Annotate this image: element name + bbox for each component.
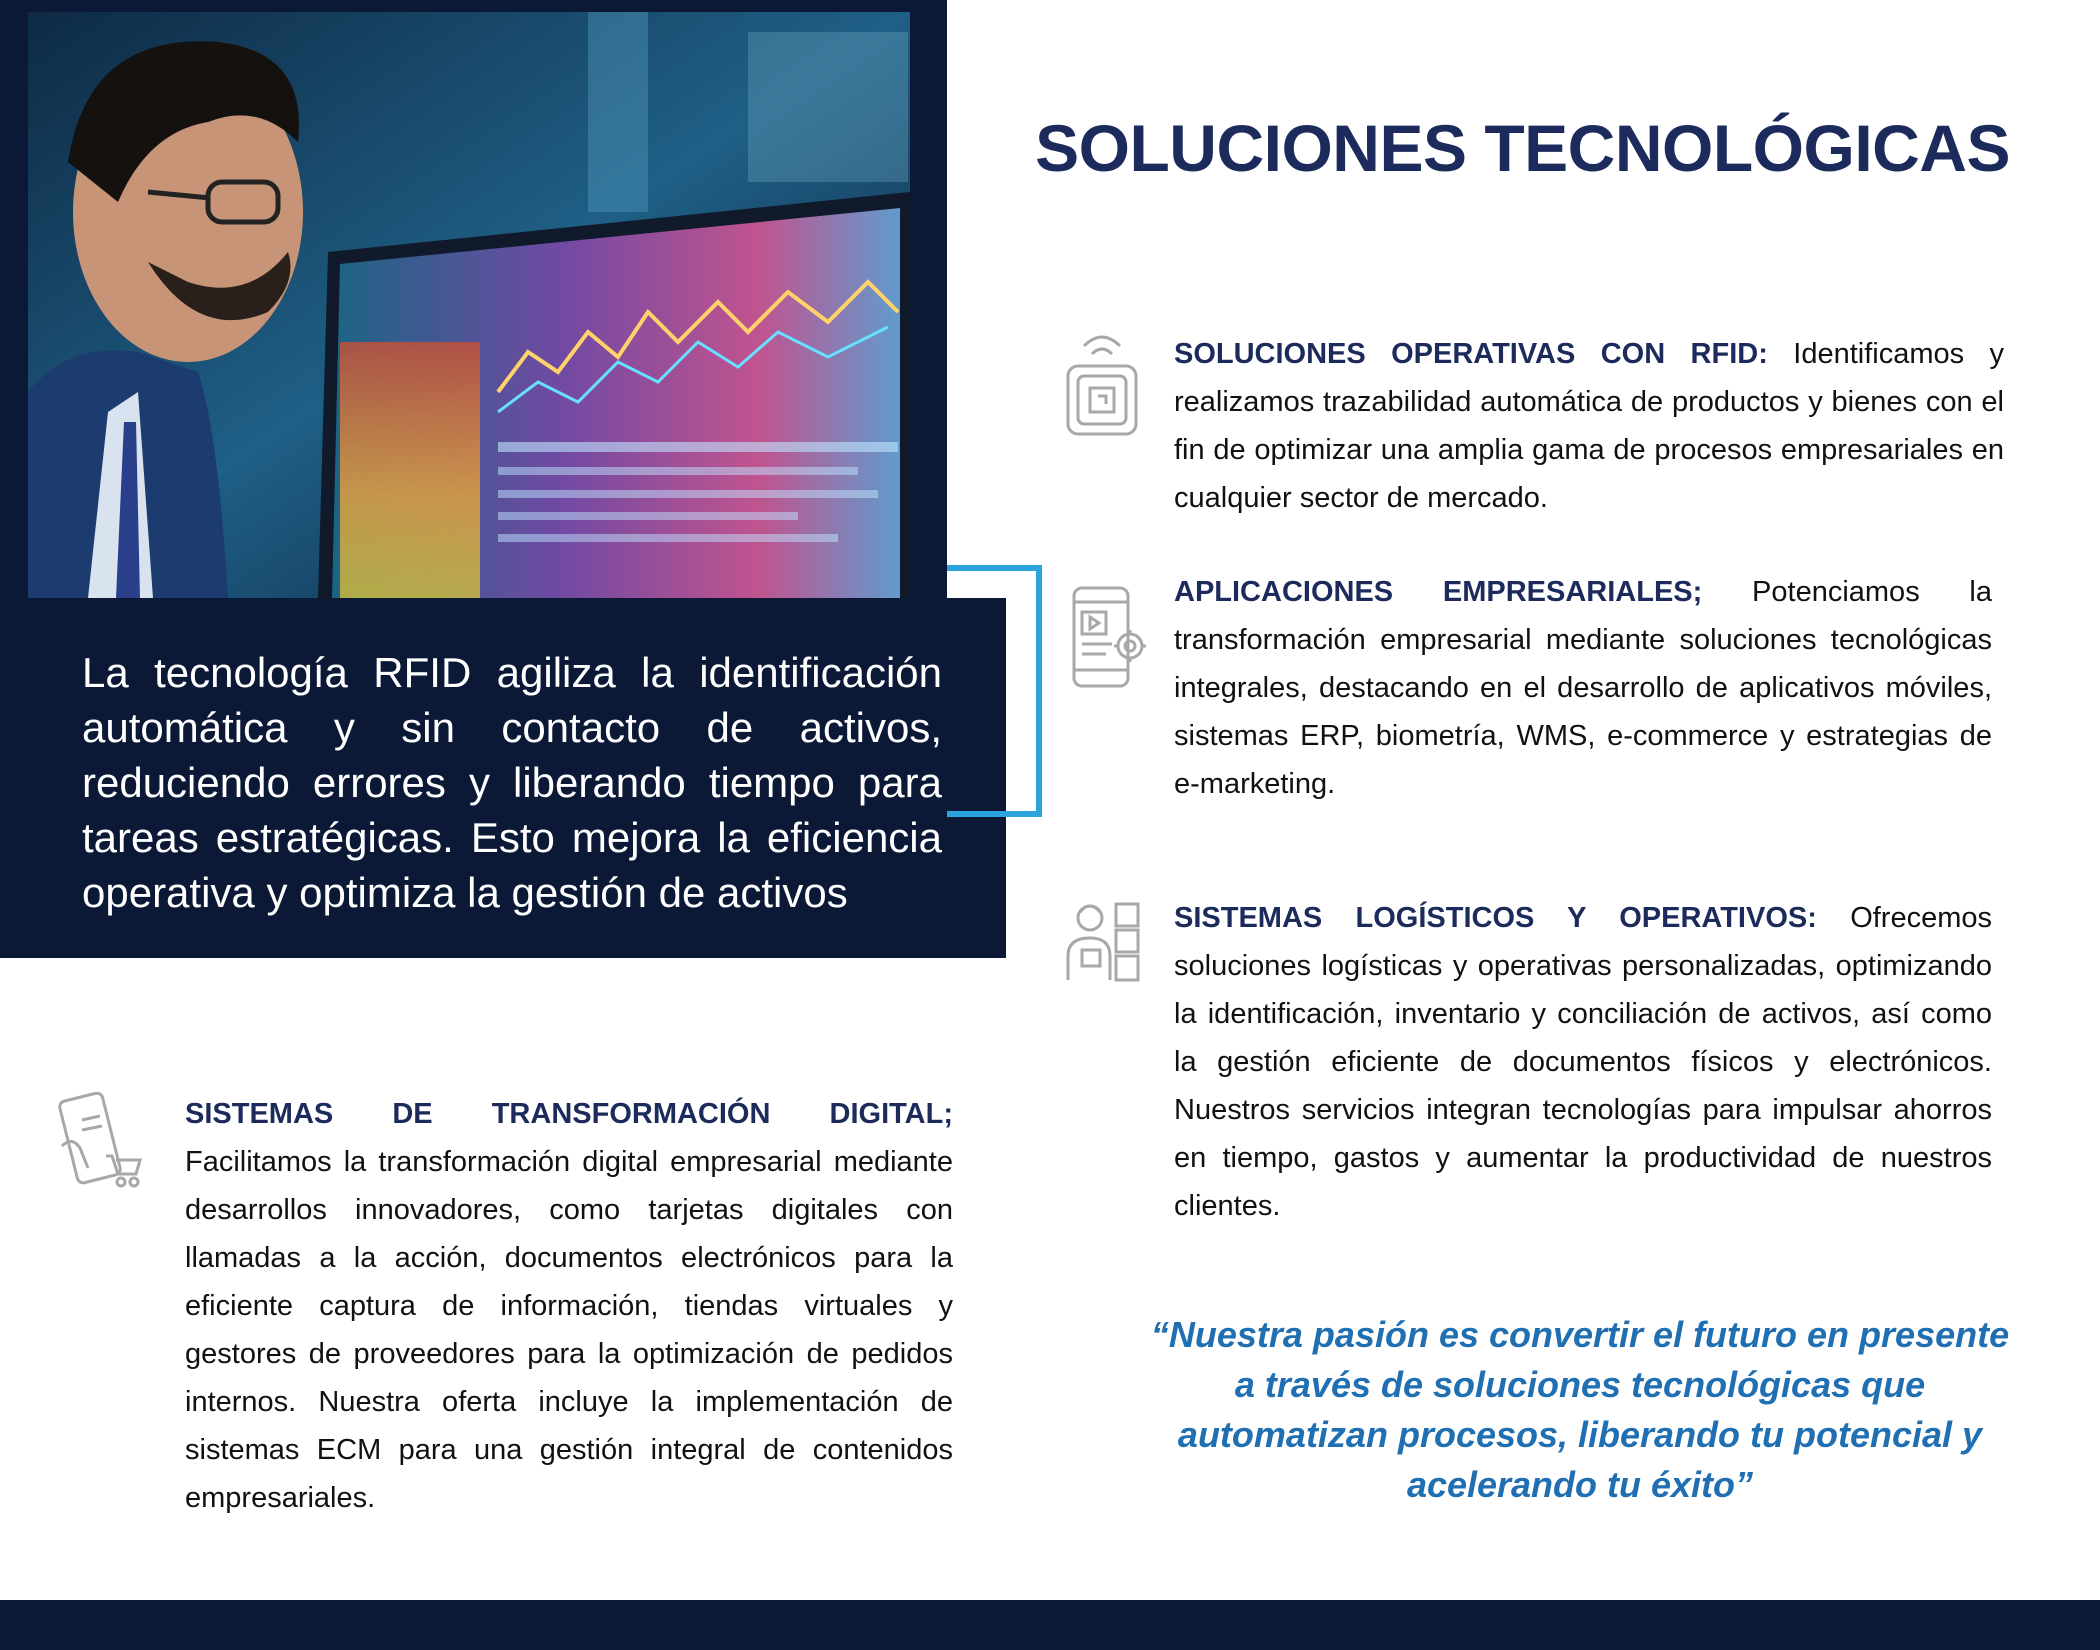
caption-text: La tecnología RFID agiliza la identificación automática y sin contacto de activos, reduciendo errores y liberando tiempo para tareas estratégicas. Esto mejora la eficiencia operativa y optimiza la gestión de activos: [82, 649, 942, 916]
service-rfid-body: Identificamos y realizamos trazabilidad automática de productos y bienes con el fin de optimizar una amplia gama de procesos empresariales en cualquier sector de mercado.: [1174, 338, 2005, 514]
mission-quote: “Nuestra pasión es convertir el futuro en presente a través de soluciones tecnológicas que automatizan procesos, liberando tu potencial y acelerando tu éxito”: [1150, 1314, 2010, 1505]
service-apps-body: Potenciamos la transformación empresarial mediante soluciones tecnológicas integrales, destacando en el desarrollo de aplicativos móviles, sistemas ERP, biometría, WMS, e-commerce y estrategias de e-marketing.: [1174, 576, 1992, 800]
service-logistics-heading: SISTEMAS LOGÍSTICOS Y OPERATIVOS:: [1174, 902, 1817, 934]
accent-bracket: [947, 565, 1042, 817]
service-rfid-heading: SOLUCIONES OPERATIVAS CON RFID:: [1174, 338, 1768, 370]
service-logistics-body: Ofrecemos soluciones logísticas y operativas personalizadas, optimizando la identificación, inventario y conciliación de activos, así como la gestión eficiente de documentos físicos y electrónicos. Nuestros servicios integran tecnologías para impulsar ahorros en tiempo, gastos y aumentar la productividad de nuestros clientes.: [1174, 902, 1993, 1222]
service-digital-body: Facilitamos la transformación digital empresarial mediante desarrollos innovadores, como tarjetas digitales con llamadas a la acción, documentos electrónicos para la eficiente captura de información, tiendas virtuales y gestores de proveedores para la optimización de pedidos internos. Nuestra oferta incluye la implementación de sistemas ECM para una gestión integral de contenidos empresariales.: [185, 1146, 953, 1514]
hero-photo: [28, 12, 910, 598]
service-apps: [1174, 568, 1992, 808]
footer-bar: [0, 1600, 2100, 1650]
mobile-app-gear-icon: [1068, 584, 1148, 692]
phone-shopping-cart-icon: [58, 1092, 142, 1196]
page-title: SOLUCIONES TECNOLÓGICAS: [1035, 111, 2010, 185]
logistics-worker-boxes-icon: [1062, 900, 1146, 984]
rfid-tag-icon: [1062, 326, 1142, 438]
service-digital-heading: SISTEMAS DE TRANSFORMACIÓN DIGITAL;: [185, 1098, 953, 1130]
service-logistics: [1174, 894, 1992, 1230]
service-digital: [185, 1090, 953, 1522]
service-apps-heading: APLICACIONES EMPRESARIALES;: [1174, 576, 1703, 608]
service-rfid: [1174, 330, 2004, 522]
